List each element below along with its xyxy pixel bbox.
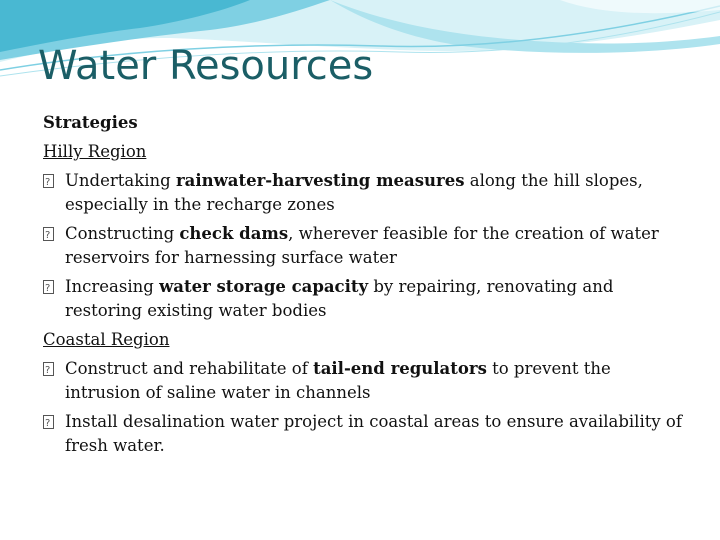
section-label-coastal-region: Coastal Region xyxy=(43,330,170,349)
missing-glyph-box-icon xyxy=(43,174,54,188)
bullet-text-bold: check dams xyxy=(179,224,289,243)
bullet-text-post: along the hill slopes, especially in the recharge zones xyxy=(65,171,643,214)
bullet-item xyxy=(43,410,683,458)
bullet-text-pre: Increasing xyxy=(65,277,160,296)
bullet-text-bold: tail-end regulators xyxy=(313,359,487,378)
strategies-heading: Strategies xyxy=(43,113,138,132)
bullet-text-post: to prevent the intrusion of saline water in channels xyxy=(65,359,611,402)
section-label-hilly-region: Hilly Region xyxy=(43,142,147,161)
bullet-text-bold: rainwater-harvesting measures xyxy=(175,171,465,190)
bullet-text-post: by repairing, renovating and restoring existing water bodies xyxy=(65,277,614,320)
missing-glyph-box-icon xyxy=(43,362,54,376)
bullet-item xyxy=(43,357,683,405)
bullet-text-pre: Install desalination water project in coastal areas to ensure availability of fresh water. xyxy=(65,412,682,455)
slide-body xyxy=(43,111,683,463)
bullet-text-bold: water storage capacity xyxy=(159,277,369,296)
bullet-item xyxy=(43,222,683,270)
bullet-text-post: , wherever feasible for the creation of water reservoirs for harnessing surface water xyxy=(65,224,659,267)
missing-glyph-box-icon xyxy=(43,227,54,241)
bullet-item xyxy=(43,275,683,323)
bullet-text-pre: Undertaking xyxy=(65,171,176,190)
missing-glyph-box-icon xyxy=(43,280,54,294)
bullet-text-pre: Construct and rehabilitate of xyxy=(65,359,314,378)
bullet-item xyxy=(43,169,683,217)
missing-glyph-box-icon xyxy=(43,415,54,429)
bullet-text-pre: Constructing xyxy=(65,224,180,243)
slide-title: Water Resources xyxy=(38,43,374,89)
